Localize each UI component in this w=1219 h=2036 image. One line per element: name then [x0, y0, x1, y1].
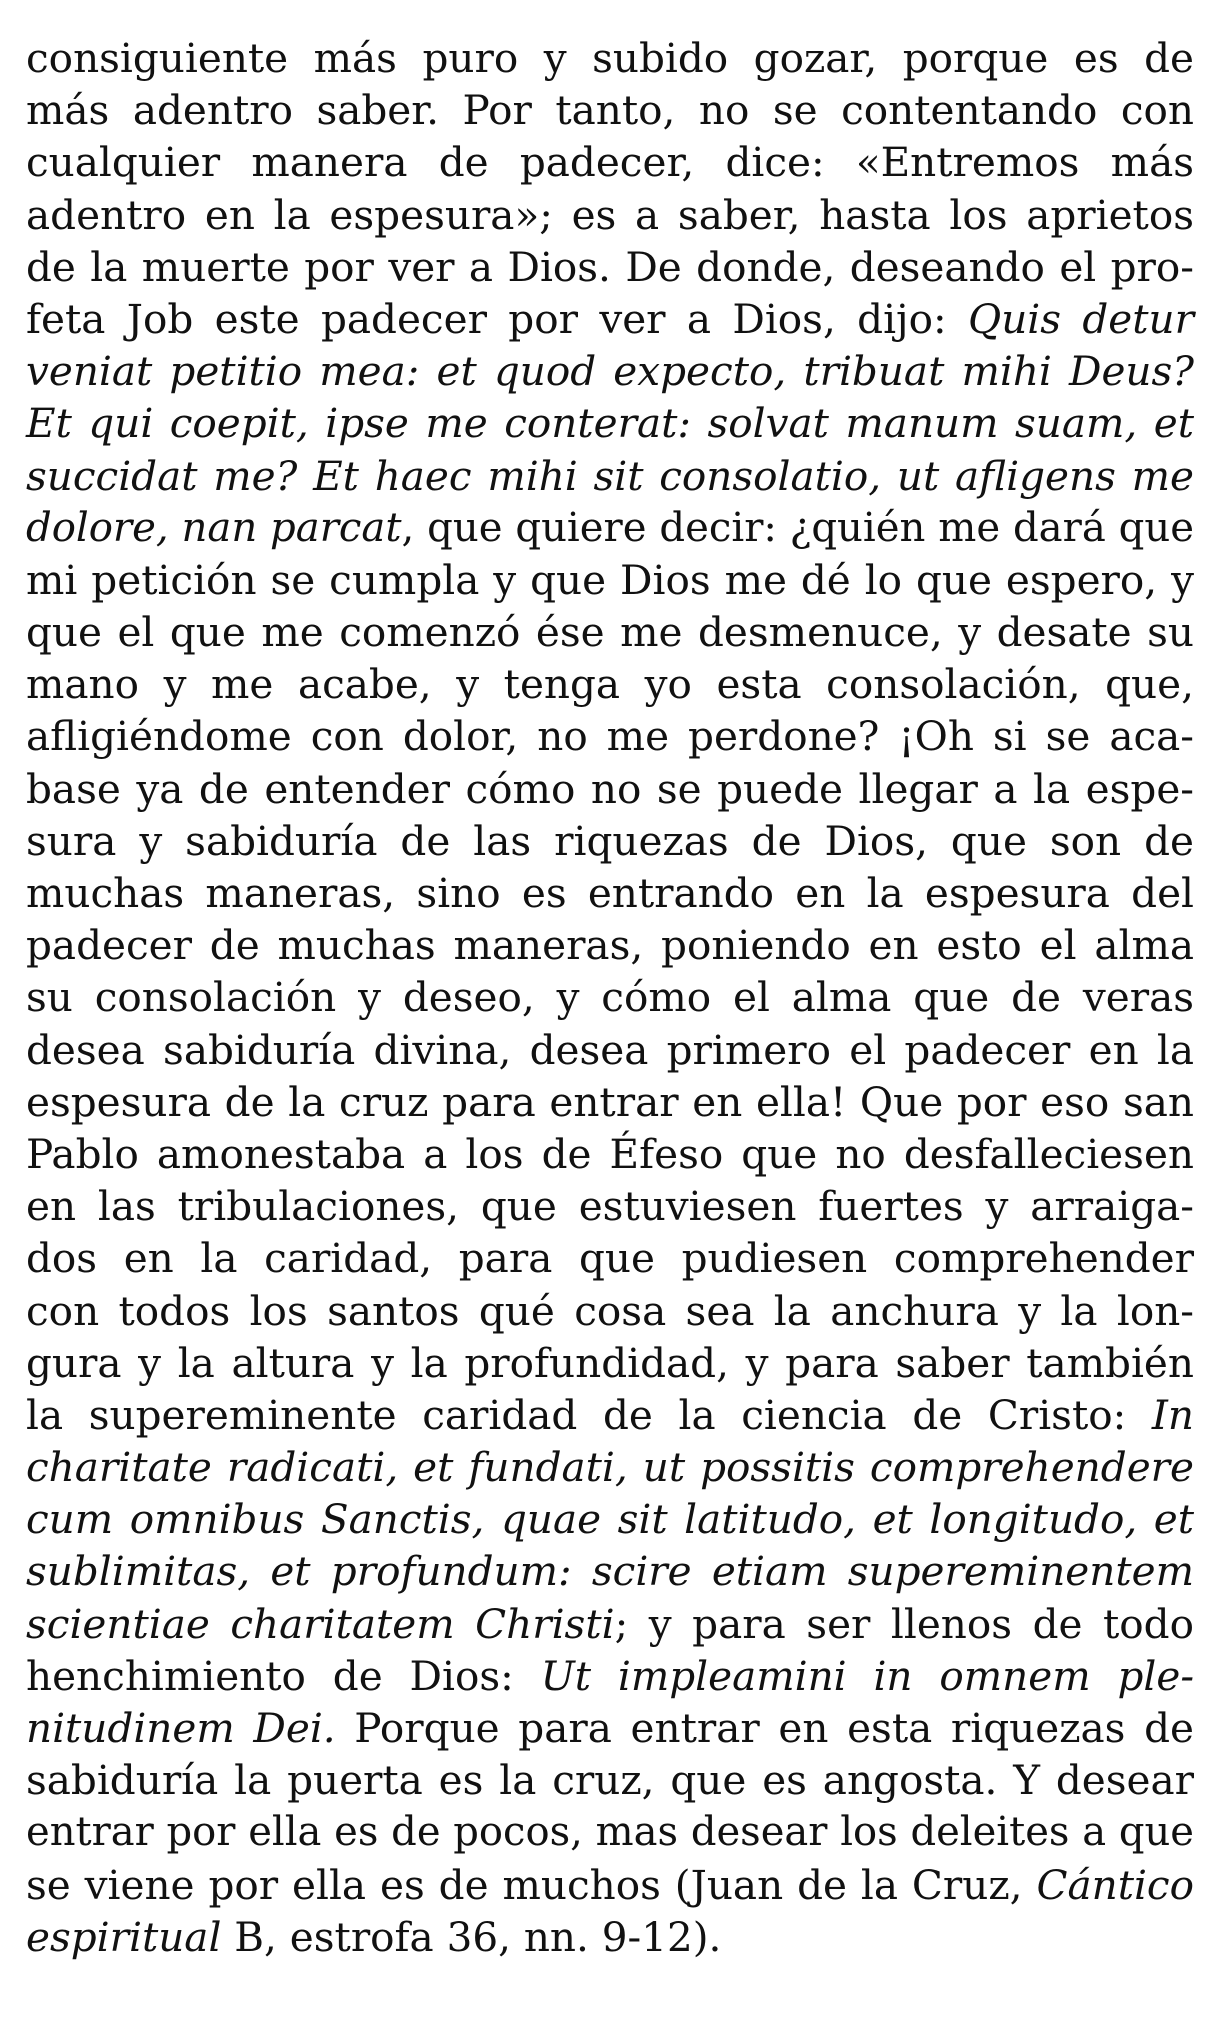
text-segment: ; y para ser llenos de todo — [614, 1599, 1194, 1648]
latin-quote-segment: Cántico — [1036, 1860, 1194, 1909]
text-line — [26, 345, 1194, 397]
text-segment: adentro en la espesura»; es a saber, hasta los aprietos — [26, 190, 1194, 239]
text-line — [26, 658, 1194, 710]
latin-quote-segment: veniat petitio mea: et quod expecto, tribuat mihi Deus? — [26, 347, 1194, 396]
text-segment: Porque para entrar en esta riquezas de — [335, 1704, 1195, 1752]
text-line — [26, 1076, 1194, 1128]
latin-quote-segment: Et qui coepit, ipse me conterat: solvat manum suam, et — [26, 399, 1194, 448]
text-line — [26, 971, 1194, 1023]
text-segment: gura y la altura y la profundidad, y para saber también — [26, 1338, 1194, 1387]
text-segment: cualquier manera de padecer, dice: «Entremos más — [26, 138, 1194, 187]
body-paragraph — [26, 32, 1194, 1963]
text-line — [26, 1754, 1194, 1806]
text-line — [26, 815, 1194, 867]
text-segment: en las tribulaciones, que estuviesen fuertes y arraiga- — [26, 1182, 1194, 1231]
text-line — [26, 606, 1194, 658]
text-line — [26, 136, 1194, 188]
text-line — [26, 867, 1194, 919]
text-line — [26, 1598, 1194, 1650]
text-line — [26, 1337, 1194, 1389]
text-segment: sura y sabiduría de las riquezas de Dios, que son de — [26, 816, 1194, 865]
text-segment: Pablo amonestaba a los de Éfeso que no desfalleciesen — [26, 1129, 1194, 1178]
text-line — [26, 1285, 1194, 1337]
text-segment: de la muerte por ver a Dios. De donde, deseando el pro- — [26, 242, 1194, 291]
latin-quote-segment: Quis detur — [968, 294, 1194, 343]
text-line — [26, 32, 1194, 84]
text-segment: dos en la caridad, para que pudiesen comprehender — [26, 1234, 1194, 1283]
latin-quote-segment: cum omnibus Sanctis, quae sit latitudo, et longitudo, et — [26, 1495, 1194, 1544]
latin-quote-segment: nitudinem Dei. — [26, 1704, 336, 1752]
text-segment: con todos los santos qué cosa sea la anchura y la lon- — [26, 1286, 1194, 1335]
text-segment: afligiéndome con dolor, no me perdone? ¡Oh si se aca- — [26, 712, 1194, 761]
latin-quote-segment: charitate radicati, et fundati, ut possitis comprehendere — [26, 1443, 1194, 1492]
text-segment: mi petición se cumpla y que Dios me dé lo que espero, y — [26, 555, 1194, 604]
text-line — [26, 1128, 1194, 1180]
text-line — [26, 397, 1194, 449]
latin-quote-segment: In — [1151, 1390, 1194, 1439]
text-segment: la supereminente caridad de la ciencia de Cristo: — [26, 1390, 1152, 1439]
latin-quote-segment: scientiae charitatem Christi — [26, 1599, 615, 1648]
latin-quote-segment: sublimitas, et profundum: scire etiam supereminentem — [26, 1547, 1194, 1596]
text-line — [26, 241, 1194, 293]
text-line — [26, 1232, 1194, 1284]
text-segment: entrar por ella es de pocos, mas desear los deleites a que — [26, 1809, 1194, 1856]
text-segment: muchas maneras, sino es entrando en la espesura del — [26, 869, 1194, 917]
text-line — [26, 450, 1194, 502]
text-line — [26, 1911, 1194, 1963]
text-segment: , que quiere decir: ¿quién me dará que — [401, 504, 1194, 551]
text-segment: padecer de muchas maneras, poniendo en esto el alma — [26, 921, 1194, 970]
text-line — [26, 1859, 1194, 1911]
text-line — [26, 1650, 1194, 1702]
latin-quote-segment: espiritual — [26, 1912, 222, 1961]
text-line — [26, 554, 1194, 606]
text-line — [26, 1024, 1194, 1076]
text-line — [26, 1545, 1194, 1597]
text-segment: espesura de la cruz para entrar en ella! Que por eso san — [26, 1077, 1194, 1126]
text-line — [26, 1702, 1194, 1754]
text-segment: mano y me acabe, y tenga yo esta consolación, que, — [26, 660, 1194, 709]
latin-quote-segment: Ut impleamini in omnem ple- — [540, 1651, 1194, 1700]
text-line — [26, 189, 1194, 241]
text-line — [26, 293, 1194, 345]
text-segment: base ya de entender cómo no se puede llegar a la espe- — [26, 764, 1194, 813]
text-line — [26, 763, 1194, 815]
text-segment: consiguiente más puro y subido gozar, porque es de — [26, 34, 1194, 82]
text-line — [26, 502, 1194, 554]
text-segment: se viene por ella es de muchos (Juan de la Cruz, — [26, 1860, 1037, 1909]
text-segment: su consolación y deseo, y cómo el alma que de veras — [26, 973, 1194, 1022]
text-line — [26, 1493, 1194, 1545]
text-segment: B, estrofa 36, nn. 9-12). — [221, 1912, 722, 1961]
text-line — [26, 710, 1194, 762]
text-line — [26, 84, 1194, 136]
text-line — [26, 1806, 1194, 1858]
text-segment: desea sabiduría divina, desea primero el padecer en la — [26, 1025, 1194, 1074]
text-line — [26, 1180, 1194, 1232]
text-line — [26, 1389, 1194, 1441]
latin-quote-segment: succidat me? Et haec mihi sit consolatio, ut afligens me — [26, 451, 1194, 500]
text-segment: feta Job este padecer por ver a Dios, dijo: — [26, 294, 968, 343]
text-segment: sabiduría la puerta es la cruz, que es angosta. Y desear — [26, 1756, 1194, 1805]
text-segment: henchimiento de Dios: — [26, 1651, 541, 1700]
text-line — [26, 919, 1194, 971]
text-segment: que el que me comenzó ése me desmenuce, y desate su — [26, 608, 1194, 657]
latin-quote-segment: dolore, nan parcat — [26, 504, 402, 551]
text-segment: más adentro saber. Por tanto, no se contentando con — [26, 86, 1194, 135]
text-line — [26, 1441, 1194, 1493]
